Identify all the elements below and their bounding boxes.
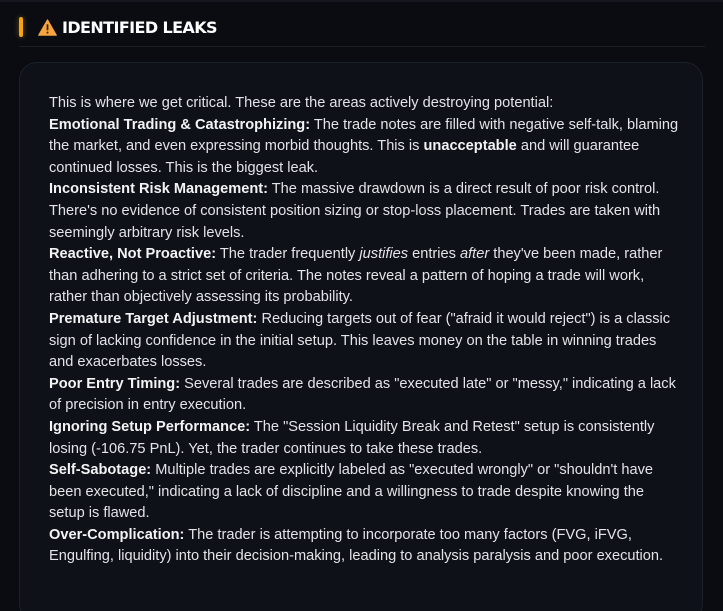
- top-edge-divider: [0, 0, 723, 2]
- leak-item-emotional-trading: [49, 115, 679, 180]
- header-divider: [19, 46, 705, 47]
- section-header: [19, 14, 217, 40]
- leak-heading: Poor Entry Timing:: [49, 375, 181, 392]
- leak-item-reactive: [49, 244, 679, 309]
- leak-text: Multiple trades are explicitly labeled as "executed wrongly" or "shouldn't have been executed," indicating a lack of discipline and a willingness to trade despite knowing the setup is flawed.: [49, 462, 653, 522]
- leak-heading: Reactive, Not Proactive:: [49, 246, 217, 263]
- leak-heading: Inconsistent Risk Management:: [49, 181, 268, 198]
- leak-text: The trade notes are filled with negative self-talk, blaming the market, and even expressing morbid thoughts. This is: [49, 116, 679, 155]
- leak-text: and will guarantee continued losses. This is the biggest leak.: [49, 138, 640, 176]
- section-title: IDENTIFIED LEAKS: [62, 17, 217, 37]
- intro-text: This is where we get critical. These are the areas actively destroying potential:: [49, 95, 554, 111]
- leak-heading: Emotional Trading & Catastrophizing:: [49, 116, 311, 133]
- leak-heading: Over-Complication:: [49, 526, 185, 543]
- leak-text: The massive drawdown is a direct result of poor risk control. There's no evidence of consistent position sizing or stop-loss placement. Trades are taken with seemingly arbitrary risk levels.: [49, 181, 661, 241]
- leak-italic: justifies: [359, 246, 409, 263]
- leaks-content: [49, 93, 679, 568]
- leak-item-setup-performance: [49, 417, 679, 460]
- leak-text: they've been made, rather than adhering to a strict set of criteria. The notes reveal a pattern of hoping a trade will work, rather than objectively assessing its probability.: [49, 246, 663, 306]
- leak-item-target-adjustment: [49, 309, 679, 374]
- leak-text: The trader is attempting to incorporate too many factors (FVG, iFVG, Engulfing, liquidity) into their decision-making, leading to analysis paralysis and poor execution.: [49, 526, 664, 565]
- leak-item-over-complication: [49, 525, 679, 568]
- warning-triangle-icon: [38, 19, 57, 36]
- leak-heading: Premature Target Adjustment:: [49, 310, 258, 327]
- leak-italic: after: [460, 246, 490, 263]
- leak-text: The trader frequently: [216, 246, 360, 263]
- leak-heading: Ignoring Setup Performance:: [49, 418, 251, 435]
- leaks-card: [19, 62, 703, 611]
- leak-item-risk-management: [49, 179, 679, 244]
- leak-item-self-sabotage: [49, 460, 679, 525]
- leak-text: entries: [408, 246, 461, 263]
- accent-bar: [19, 17, 23, 37]
- leak-text: Several trades are described as "executed late" or "messy," indicating a lack of precision in entry execution.: [49, 375, 676, 414]
- leak-text: Reducing targets out of fear ("afraid it would reject") is a classic sign of lacking confidence in the initial setup. This leaves money on the table in winning trades and exacerbates losses.: [49, 310, 671, 371]
- leak-emphasis: unacceptable: [423, 138, 517, 155]
- leak-heading: Self-Sabotage:: [49, 462, 152, 479]
- leak-text: The "Session Liquidity Break and Retest" setup is consistently losing (-106.75 PnL). Yet, the trader continues to take these trades.: [49, 418, 655, 457]
- leak-item-entry-timing: [49, 374, 679, 417]
